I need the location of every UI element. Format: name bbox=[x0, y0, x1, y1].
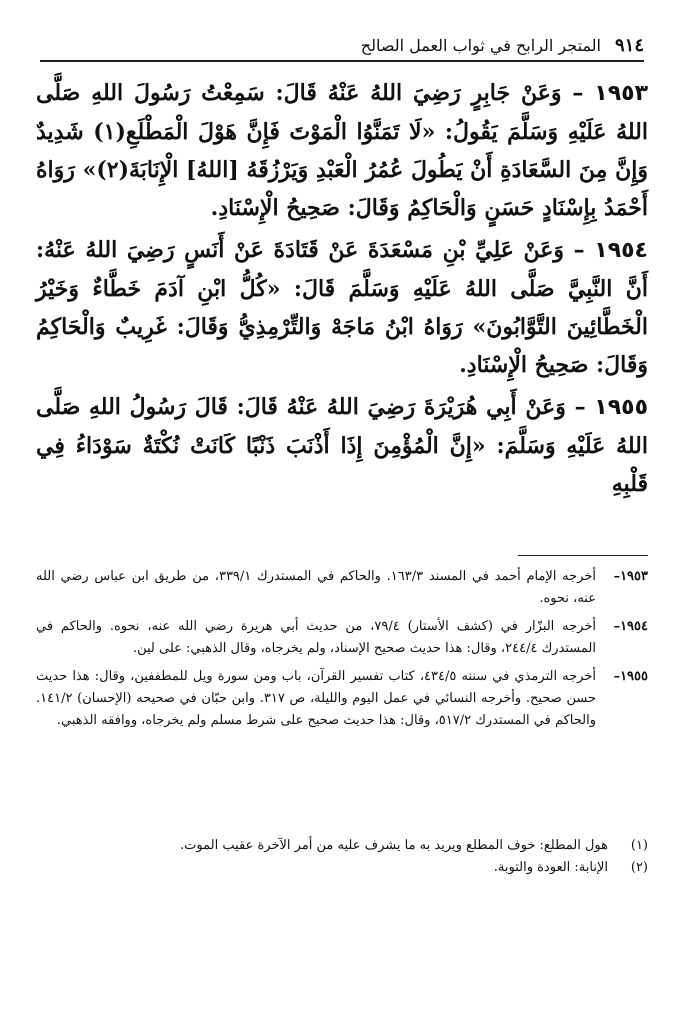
running-title: المتجر الرابح في ثواب العمل الصالح bbox=[360, 35, 601, 55]
page-header bbox=[40, 30, 644, 62]
hadith-text: – وَعَنْ عَلِيِّ بْنِ مَسْعَدَةَ عَنْ قَتَادَةَ عَنْ أَنَسٍ رَضِيَ اللهُ عَنْهُ: أَنَّ النَّبِيَّ صَلَّى اللهُ عَلَيْهِ وَسَلَّمَ قَالَ: «كُلُّ ابْنِ آدَمَ خَطَّاءٌ وَخَيْرُ الْخَطَّائِينَ التَّوَّابُونَ» رَوَاهُ ابْنُ مَاجَهْ وَالتِّرْمِذِيُّ وَقَالَ: غَرِيبٌ وَالْحَاكِمُ وَقَالَ: صَحِيحُ الْإِسْنَادِ. bbox=[36, 237, 648, 378]
glossary-number: (١) bbox=[630, 838, 648, 853]
footnote-1955 bbox=[36, 666, 648, 732]
footnote-number: ١٩٥٤– bbox=[613, 619, 648, 634]
hadith-1955 bbox=[36, 388, 648, 503]
hadith-number: ١٩٥٥ bbox=[594, 395, 649, 420]
footnote-1953 bbox=[36, 566, 648, 610]
footnote-1954 bbox=[36, 616, 648, 660]
glossary-note-2 bbox=[36, 857, 648, 879]
footnotes bbox=[36, 566, 648, 738]
footnote-text: أخرجه البزّار في (كشف الأستار) ٧٩/٤، من حديث أبي هريرة رضي الله عنه، نحوه. والحاكم في المستدرك ٢٤٤/٤، وقال: هذا حديث صحيح الإسناد، ولم يخرجاه، وقال الذهبي: على لين. bbox=[36, 619, 596, 656]
hadith-number: ١٩٥٤ bbox=[594, 238, 648, 263]
glossary-note-1 bbox=[36, 835, 648, 857]
hadith-text: – وَعَنْ جَابِرٍ رَضِيَ اللهُ عَنْهُ قَالَ: سَمِعْتُ رَسُولَ اللهِ صَلَّى اللهُ عَلَيْهِ وَسَلَّمَ يَقُولُ: «لَا تَمَنَّوُا الْمَوْتَ فَإِنَّ هَوْلَ الْمَطْلَعِ(١) شَدِيدٌ وَإِنَّ مِنَ السَّعَادَةِ أَنْ يَطُولَ عُمُرُ الْعَبْدِ وَيَرْزُقَهُ [اللهُ] الْإِنَابَةَ(٢)» رَوَاهُ أَحْمَدُ بِإِسْنَادٍ حَسَنٍ وَالْحَاكِمُ وَقَالَ: صَحِيحُ الْإِسْنَادِ. bbox=[36, 80, 648, 221]
page-number: ٩١٤ bbox=[614, 34, 644, 56]
glossary-text: الإنابة: العودة والتوبة. bbox=[493, 860, 608, 875]
footnote-number: ١٩٥٣– bbox=[613, 569, 648, 584]
glossary-number: (٢) bbox=[630, 860, 648, 875]
hadith-1953 bbox=[36, 74, 648, 227]
footnote-number: ١٩٥٥– bbox=[613, 669, 648, 684]
hadith-number: ١٩٥٣ bbox=[594, 81, 648, 106]
glossary-text: هول المطلع: خوف المطلع ويريد به ما يشرف عليه من أمر الآخرة عقيب الموت. bbox=[180, 838, 608, 853]
hadith-text: – وَعَنْ أَبِي هُرَيْرَةَ رَضِيَ اللهُ عَنْهُ قَالَ: قَالَ رَسُولُ اللهِ صَلَّى اللهُ عَلَيْهِ وَسَلَّمَ: «إِنَّ الْمُؤْمِنَ إِذَا أَذْنَبَ ذَنْبًا كَانَتْ نُكْتَةٌ سَوْدَاءُ فِي قَلْبِهِ bbox=[36, 394, 648, 497]
main-text bbox=[36, 74, 648, 507]
hadith-1954 bbox=[36, 231, 648, 384]
footnote-text: أخرجه الإمام أحمد في المسند ١٦٣/٣. والحاكم في المستدرك ٣٣٩/١، من طريق ابن عباس رضي الله عنه، نحوه. bbox=[36, 569, 596, 606]
footnote-divider bbox=[518, 555, 648, 556]
glossary-notes bbox=[36, 835, 648, 879]
footnote-text: أخرجه الترمذي في سننه ٤٣٤/٥، كتاب تفسير القرآن، باب ومن سورة ويل للمطففين، وقال: هذا حديث حسن صحيح. وأخرجه النسائي في عمل اليوم والليلة، ص ٣١٧. وابن حبّان في صحيحه (الإحسان) ١٤١/٢. والحاكم في المستدرك ٥١٧/٢، وقال: هذا حديث صحيح على شرط مسلم ولم يخرجاه، ووافقه الذهبي. bbox=[36, 669, 596, 728]
